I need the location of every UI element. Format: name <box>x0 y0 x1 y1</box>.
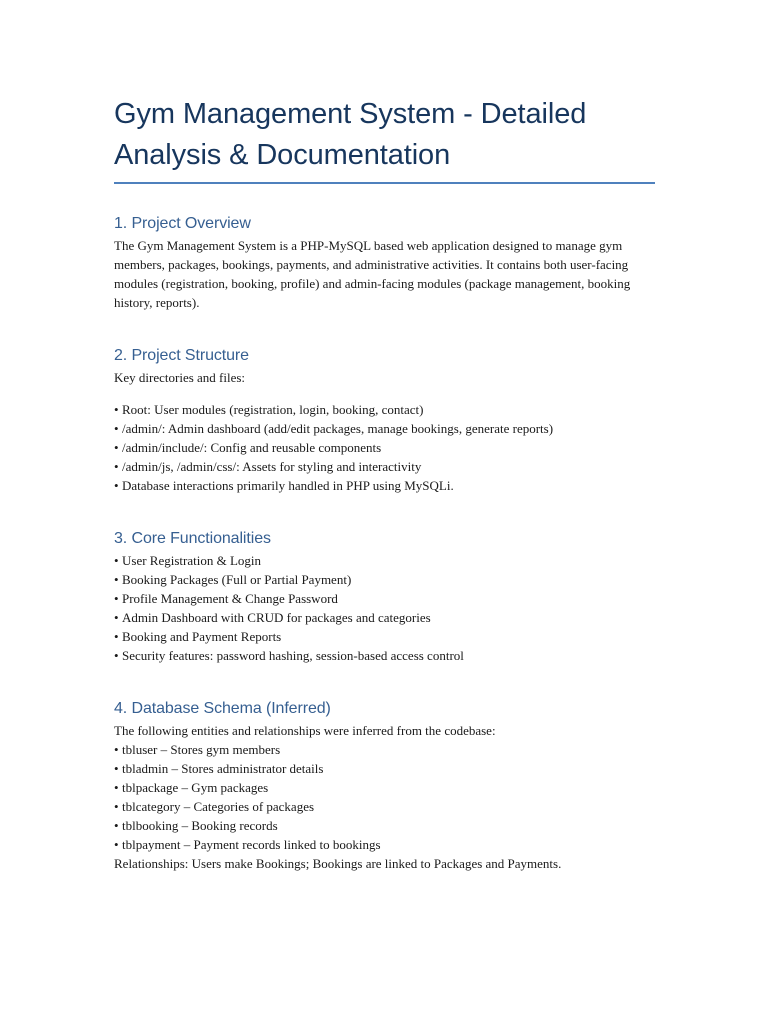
list-item-text: /admin/js, /admin/css/: Assets for styling and interactivity <box>122 459 422 474</box>
list-item-text: Profile Management & Change Password <box>122 591 338 606</box>
bullet-icon: • <box>114 421 119 436</box>
list-item-text: Database interactions primarily handled in PHP using MySQLi. <box>122 478 454 493</box>
list-item <box>114 835 659 854</box>
document-title: Gym Management System - Detailed Analysis & Documentation <box>114 98 587 171</box>
list-item-text: tblpackage – Gym packages <box>122 780 269 795</box>
bullet-icon: • <box>114 591 119 606</box>
list-item <box>114 797 659 816</box>
section-project-overview <box>114 212 659 312</box>
section-project-structure <box>114 344 659 495</box>
section-paragraph: The Gym Management System is a PHP-MySQL based web application designed to manage gym members, packages, bookings, payments, and administrative activities. It contains both user-facing modules (registration, booking, profile) and admin-facing modules (package management, booking history, reports). <box>114 238 631 310</box>
list-item-text: tbladmin – Stores administrator details <box>122 761 324 776</box>
bullet-icon: • <box>114 629 119 644</box>
list-item <box>114 627 659 646</box>
section-heading: 1. Project Overview <box>114 215 251 232</box>
bullet-list <box>114 740 659 854</box>
bullet-icon: • <box>114 818 119 833</box>
bullet-icon: • <box>114 799 119 814</box>
list-item-text: tblpayment – Payment records linked to bookings <box>122 837 381 852</box>
bullet-list <box>114 400 659 495</box>
list-item-text: tblbooking – Booking records <box>122 818 278 833</box>
list-item-text: Root: User modules (registration, login, booking, contact) <box>122 402 424 417</box>
blank-line <box>114 387 659 400</box>
list-item <box>114 457 659 476</box>
section-closing: Relationships: Users make Bookings; Bookings are linked to Packages and Payments. <box>114 856 562 871</box>
list-item-text: Booking Packages (Full or Partial Payment) <box>122 572 352 587</box>
list-item <box>114 740 659 759</box>
list-item-text: tblcategory – Categories of packages <box>122 799 315 814</box>
list-item <box>114 438 659 457</box>
bullet-icon: • <box>114 780 119 795</box>
bullet-icon: • <box>114 648 119 663</box>
list-item <box>114 816 659 835</box>
title-underline-rule <box>114 182 655 184</box>
bullet-icon: • <box>114 478 119 493</box>
bullet-list <box>114 551 659 665</box>
list-item-text: User Registration & Login <box>122 553 262 568</box>
section-heading: 2. Project Structure <box>114 347 249 364</box>
list-item <box>114 400 659 419</box>
bullet-icon: • <box>114 440 119 455</box>
bullet-icon: • <box>114 553 119 568</box>
list-item-text: /admin/include/: Config and reusable components <box>122 440 382 455</box>
list-item-text: tbluser – Stores gym members <box>122 742 281 757</box>
section-intro: Key directories and files: <box>114 370 246 385</box>
bullet-icon: • <box>114 742 119 757</box>
section-database-schema <box>114 697 659 873</box>
bullet-icon: • <box>114 837 119 852</box>
document-page <box>114 94 659 873</box>
bullet-icon: • <box>114 761 119 776</box>
section-heading: 3. Core Functionalities <box>114 530 271 547</box>
list-item <box>114 419 659 438</box>
bullet-icon: • <box>114 572 119 587</box>
list-item-text: /admin/: Admin dashboard (add/edit packages, manage bookings, generate reports) <box>122 421 554 436</box>
list-item-text: Admin Dashboard with CRUD for packages and categories <box>122 610 431 625</box>
bullet-icon: • <box>114 459 119 474</box>
list-item <box>114 646 659 665</box>
section-core-functionalities <box>114 527 659 665</box>
bullet-icon: • <box>114 402 119 417</box>
list-item <box>114 476 659 495</box>
list-item-text: Security features: password hashing, session-based access control <box>122 648 464 663</box>
list-item <box>114 608 659 627</box>
list-item <box>114 759 659 778</box>
bullet-icon: • <box>114 610 119 625</box>
section-intro: The following entities and relationships were inferred from the codebase: <box>114 723 496 738</box>
list-item <box>114 778 659 797</box>
list-item <box>114 551 659 570</box>
list-item <box>114 570 659 589</box>
section-heading: 4. Database Schema (Inferred) <box>114 700 331 717</box>
list-item-text: Booking and Payment Reports <box>122 629 282 644</box>
list-item <box>114 589 659 608</box>
